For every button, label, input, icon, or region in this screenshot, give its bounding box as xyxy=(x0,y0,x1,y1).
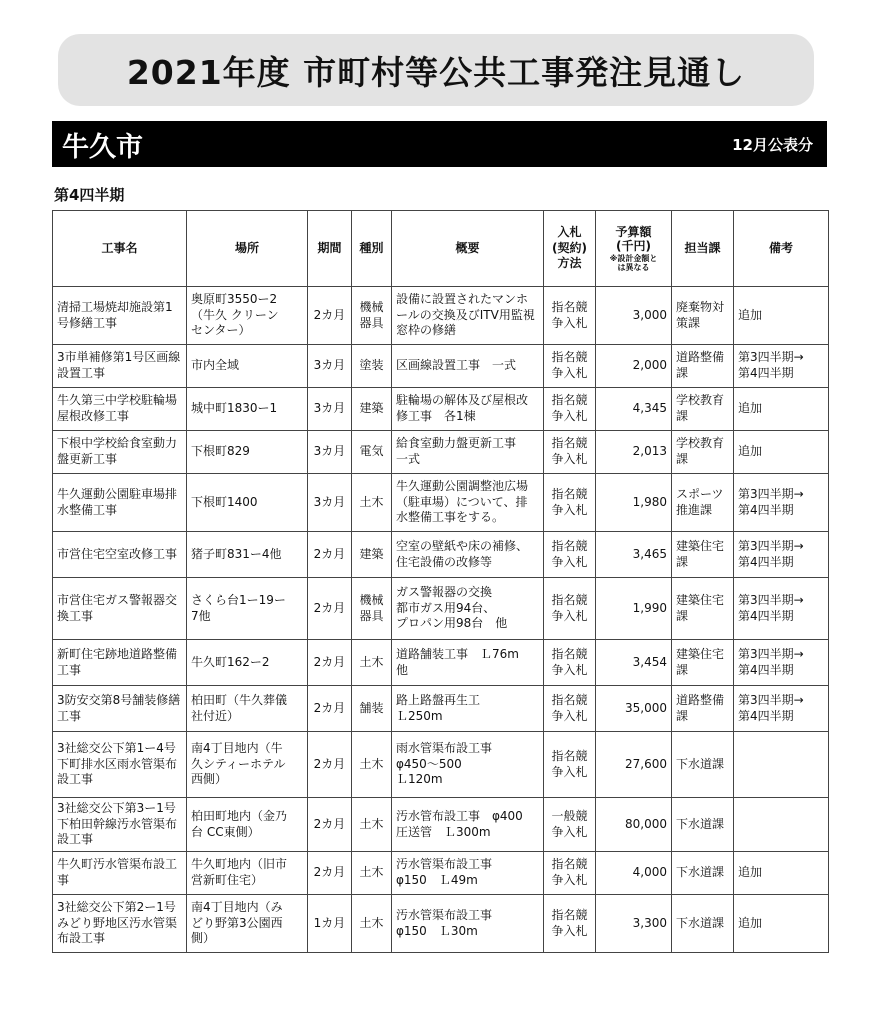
cell-period: 3カ月 xyxy=(308,431,352,474)
cell-remarks: 追加 xyxy=(734,895,829,953)
cell-dept: 道路整備 課 xyxy=(672,345,734,388)
cell-place: さくら台1ー19ー 7他 xyxy=(187,578,308,640)
cell-place: 下根町1400 xyxy=(187,474,308,532)
cell-remarks: 第3四半期→ 第4四半期 xyxy=(734,532,829,578)
table-row xyxy=(53,287,829,345)
cell-remarks: 第3四半期→ 第4四半期 xyxy=(734,578,829,640)
cell-summary: 給食室動力盤更新工事 一式 xyxy=(392,431,544,474)
cell-remarks xyxy=(734,798,829,852)
cell-remarks: 追加 xyxy=(734,287,829,345)
table-header-row xyxy=(53,211,829,287)
cell-method: 指名競 争入札 xyxy=(544,388,596,431)
cell-type: 土木 xyxy=(352,732,392,798)
col-header-method: 入札 (契約) 方法 xyxy=(544,211,596,287)
cell-dept: 建築住宅 課 xyxy=(672,578,734,640)
cell-budget: 3,300 xyxy=(596,895,672,953)
cell-type: 建築 xyxy=(352,532,392,578)
cell-name: 3社総交公下第2ー1号みどり野地区汚水管渠布設工事 xyxy=(53,895,187,953)
table-row xyxy=(53,895,829,953)
cell-period: 2カ月 xyxy=(308,732,352,798)
cell-place: 柏田町地内（金乃 台 CC東側） xyxy=(187,798,308,852)
col-header-name: 工事名 xyxy=(53,211,187,287)
cell-place: 柏田町（牛久葬儀 社付近） xyxy=(187,686,308,732)
cell-method: 指名競 争入札 xyxy=(544,474,596,532)
cell-period: 3カ月 xyxy=(308,345,352,388)
col-header-budget xyxy=(596,211,672,287)
cell-place: 市内全域 xyxy=(187,345,308,388)
cell-name: 清掃工場焼却施設第1号修繕工事 xyxy=(53,287,187,345)
budget-header-note: ※設計金額と は異なる xyxy=(609,253,658,272)
cell-budget: 2,000 xyxy=(596,345,672,388)
cell-period: 2カ月 xyxy=(308,640,352,686)
cell-type: 土木 xyxy=(352,895,392,953)
cell-dept: 道路整備 課 xyxy=(672,686,734,732)
col-header-type: 種別 xyxy=(352,211,392,287)
cell-method: 指名競 争入札 xyxy=(544,640,596,686)
cell-type: 土木 xyxy=(352,640,392,686)
col-header-remarks: 備考 xyxy=(734,211,829,287)
cell-budget: 3,000 xyxy=(596,287,672,345)
quarter-label: 第4四半期 xyxy=(54,186,125,204)
cell-dept: 下水道課 xyxy=(672,798,734,852)
cell-budget: 1,980 xyxy=(596,474,672,532)
cell-remarks: 第3四半期→ 第4四半期 xyxy=(734,640,829,686)
cell-type: 機械 器具 xyxy=(352,287,392,345)
cell-budget: 1,990 xyxy=(596,578,672,640)
cell-remarks: 追加 xyxy=(734,852,829,895)
cell-period: 2カ月 xyxy=(308,287,352,345)
release-label: 12月公表分 xyxy=(732,135,813,154)
cell-method: 指名競 争入札 xyxy=(544,686,596,732)
cell-method: 指名競 争入札 xyxy=(544,345,596,388)
cell-budget: 3,465 xyxy=(596,532,672,578)
table-row xyxy=(53,852,829,895)
table-row xyxy=(53,640,829,686)
cell-type: 土木 xyxy=(352,852,392,895)
cell-summary: 設備に設置されたマンホールの交換及びITV用監視窓枠の修繕 xyxy=(392,287,544,345)
cell-summary: 汚水管渠布設工事 φ150 Ｌ30m xyxy=(392,895,544,953)
cell-method: 指名競 争入札 xyxy=(544,578,596,640)
cell-summary: 路上路盤再生工 Ｌ250m xyxy=(392,686,544,732)
table-row xyxy=(53,431,829,474)
cell-method: 指名競 争入札 xyxy=(544,852,596,895)
title-banner xyxy=(58,34,814,106)
cell-place: 牛久町162ー2 xyxy=(187,640,308,686)
cell-type: 土木 xyxy=(352,798,392,852)
cell-place: 奥原町3550ー2 （牛久 クリーン センター） xyxy=(187,287,308,345)
col-header-dept: 担当課 xyxy=(672,211,734,287)
cell-name: 3社総交公下第1ー4号下町排水区雨水管渠布設工事 xyxy=(53,732,187,798)
cell-place: 猪子町831ー4他 xyxy=(187,532,308,578)
cell-summary: 牛久運動公園調整池広場（駐車場）について、排水整備工事をする。 xyxy=(392,474,544,532)
cell-summary: 汚水管布設工事 φ400 圧送管 Ｌ300m xyxy=(392,798,544,852)
cell-period: 3カ月 xyxy=(308,388,352,431)
cell-dept: 学校教育 課 xyxy=(672,388,734,431)
cell-summary: ガス警報器の交換 都市ガス用94台、 プロパン用98台 他 xyxy=(392,578,544,640)
cell-name: 3社総交公下第3ー1号下柏田幹線汚水管渠布設工事 xyxy=(53,798,187,852)
cell-name: 3防安交第8号舗装修繕工事 xyxy=(53,686,187,732)
cell-name: 牛久運動公園駐車場排水整備工事 xyxy=(53,474,187,532)
cell-name: 市営住宅空室改修工事 xyxy=(53,532,187,578)
cell-name: 新町住宅跡地道路整備工事 xyxy=(53,640,187,686)
cell-method: 指名競 争入札 xyxy=(544,287,596,345)
table-row xyxy=(53,345,829,388)
budget-header-label: 予算額 (千円) xyxy=(615,224,652,254)
cell-type: 土木 xyxy=(352,474,392,532)
table-row xyxy=(53,686,829,732)
table-row xyxy=(53,532,829,578)
cell-summary: 雨水管渠布設工事 φ450～500 Ｌ120m xyxy=(392,732,544,798)
cell-place: 城中町1830ー1 xyxy=(187,388,308,431)
cell-budget: 2,013 xyxy=(596,431,672,474)
cell-dept: スポーツ 推進課 xyxy=(672,474,734,532)
cell-name: 牛久町汚水管渠布設工事 xyxy=(53,852,187,895)
cell-budget: 35,000 xyxy=(596,686,672,732)
col-header-period: 期間 xyxy=(308,211,352,287)
cell-name: 3市単補修第1号区画線設置工事 xyxy=(53,345,187,388)
cell-summary: 空室の壁紙や床の補修、 住宅設備の改修等 xyxy=(392,532,544,578)
cell-remarks: 追加 xyxy=(734,431,829,474)
page-title: 2021年度 市町村等公共工事発注見通し xyxy=(126,52,746,92)
cell-name: 下根中学校給食室動力盤更新工事 xyxy=(53,431,187,474)
cell-budget: 3,454 xyxy=(596,640,672,686)
col-header-place: 場所 xyxy=(187,211,308,287)
cell-place: 南4丁目地内（み どり野第3公園西 側） xyxy=(187,895,308,953)
cell-type: 電気 xyxy=(352,431,392,474)
cell-place: 牛久町地内（旧市 営新町住宅） xyxy=(187,852,308,895)
table-row xyxy=(53,798,829,852)
cell-period: 2カ月 xyxy=(308,532,352,578)
cell-name: 市営住宅ガス警報器交換工事 xyxy=(53,578,187,640)
cell-budget: 27,600 xyxy=(596,732,672,798)
cell-budget: 4,000 xyxy=(596,852,672,895)
cell-place: 下根町829 xyxy=(187,431,308,474)
cell-remarks xyxy=(734,732,829,798)
cell-dept: 学校教育 課 xyxy=(672,431,734,474)
cell-place: 南4丁目地内（牛 久シティーホテル 西側） xyxy=(187,732,308,798)
cell-remarks: 第3四半期→ 第4四半期 xyxy=(734,474,829,532)
cell-dept: 廃棄物対 策課 xyxy=(672,287,734,345)
cell-method: 指名競 争入札 xyxy=(544,431,596,474)
col-header-summary: 概要 xyxy=(392,211,544,287)
cell-method: 指名競 争入札 xyxy=(544,532,596,578)
cell-summary: 区画線設置工事 一式 xyxy=(392,345,544,388)
city-name: 牛久市 xyxy=(62,131,143,163)
cell-summary: 駐輪場の解体及び屋根改修工事 各1棟 xyxy=(392,388,544,431)
table-row xyxy=(53,732,829,798)
cell-period: 2カ月 xyxy=(308,686,352,732)
cell-type: 建築 xyxy=(352,388,392,431)
cell-period: 2カ月 xyxy=(308,798,352,852)
cell-type: 舗装 xyxy=(352,686,392,732)
table-row xyxy=(53,388,829,431)
cell-dept: 下水道課 xyxy=(672,732,734,798)
cell-dept: 建築住宅 課 xyxy=(672,532,734,578)
cell-period: 2カ月 xyxy=(308,852,352,895)
cell-budget: 80,000 xyxy=(596,798,672,852)
cell-summary: 汚水管渠布設工事 φ150 Ｌ49m xyxy=(392,852,544,895)
cell-dept: 建築住宅 課 xyxy=(672,640,734,686)
cell-period: 1カ月 xyxy=(308,895,352,953)
cell-period: 3カ月 xyxy=(308,474,352,532)
cell-remarks: 第3四半期→ 第4四半期 xyxy=(734,345,829,388)
cell-summary: 道路舗装工事 Ｌ76m 他 xyxy=(392,640,544,686)
cell-budget: 4,345 xyxy=(596,388,672,431)
table-body xyxy=(53,287,829,953)
cell-remarks: 追加 xyxy=(734,388,829,431)
cell-remarks: 第3四半期→ 第4四半期 xyxy=(734,686,829,732)
city-header-bar xyxy=(52,121,827,167)
cell-method: 指名競 争入札 xyxy=(544,895,596,953)
cell-type: 機械 器具 xyxy=(352,578,392,640)
table-row xyxy=(53,578,829,640)
cell-dept: 下水道課 xyxy=(672,895,734,953)
works-table xyxy=(52,210,829,953)
cell-method: 指名競 争入札 xyxy=(544,732,596,798)
cell-dept: 下水道課 xyxy=(672,852,734,895)
table-row xyxy=(53,474,829,532)
cell-period: 2カ月 xyxy=(308,578,352,640)
cell-method: 一般競 争入札 xyxy=(544,798,596,852)
cell-name: 牛久第三中学校駐輪場屋根改修工事 xyxy=(53,388,187,431)
cell-type: 塗装 xyxy=(352,345,392,388)
